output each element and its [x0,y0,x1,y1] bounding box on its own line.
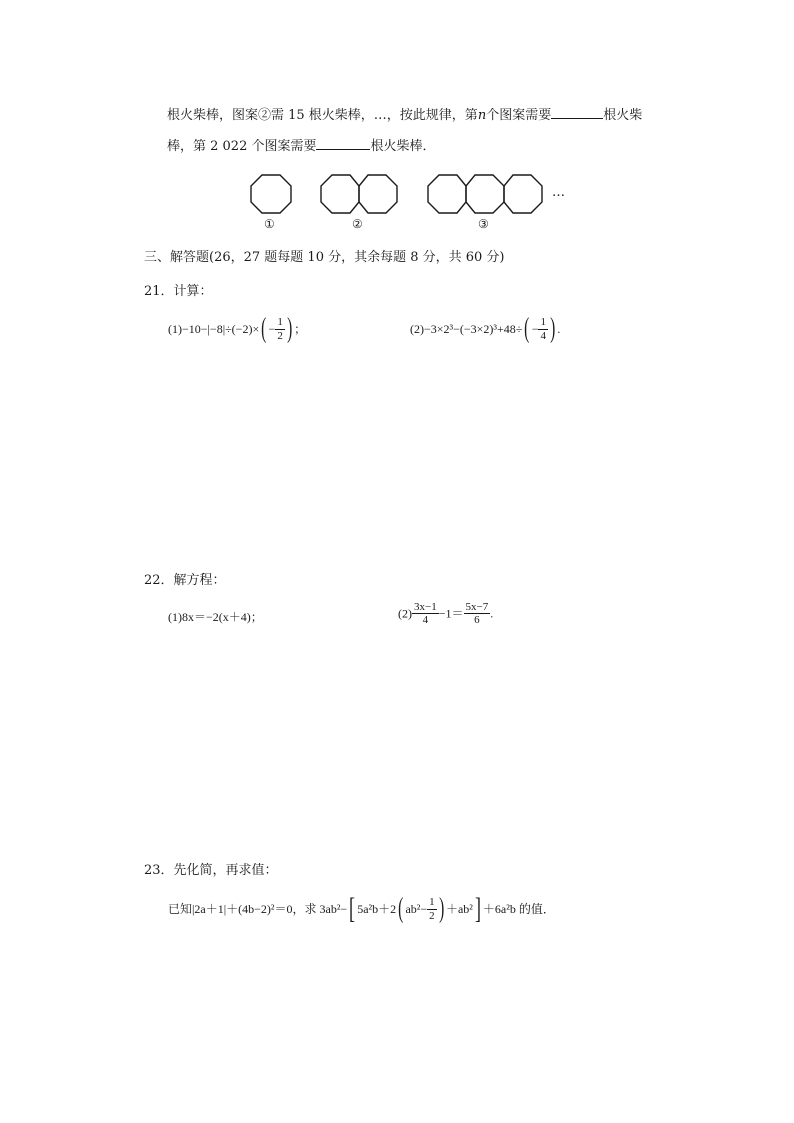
answer-blank-2022-pattern[interactable] [316,137,370,150]
q22-part2-numerator-left: 3x−1 [414,601,437,613]
q23-fraction [427,896,437,921]
q22-part2-denominator-left: 4 [422,614,429,627]
q22-part2-numerator-right: 5x−7 [465,601,489,613]
q23-inner2: ab²− [405,902,428,916]
q23-right-paren: ) [438,893,444,924]
answer-blank-nth-pattern[interactable] [551,106,603,119]
q21-part1-right-paren: ) [286,313,293,344]
q21-part2-numerator: 1 [540,316,546,329]
octagon-figure-1 [250,174,292,214]
q23-right-bracket: ] [474,892,481,925]
q23-expression [168,894,555,924]
q21-title: 21．计算： [144,284,213,299]
q21-part1 [168,315,306,343]
q22-part2-label: (2) [398,606,412,621]
figure-label-3: ③ [478,217,489,231]
q22-part2-end: . [490,606,494,621]
q21-part2-denominator: 4 [540,329,546,342]
problem20-line1-text-b: 个图案需要 [486,108,552,123]
q21-part1-numerator: 1 [277,316,283,329]
q21-part2-left-paren: ( [524,313,530,344]
q23-inner1: 5a²b＋2 [357,902,397,916]
problem20-line1-text-a: 根火柴棒，图案②需 15 根火柴棒，…，按此规律，第 [167,108,478,123]
q22-part2 [398,601,493,626]
q22-part2-fraction-right [464,601,494,627]
problem20-line1-text-c: 根火柴 [603,108,643,123]
q21-part2-sign: − [531,322,539,336]
q21-part2 [410,315,560,343]
q22-part2-denominator-right: 6 [474,614,480,627]
q23-given: 已知|2a＋1|＋(4b−2)²＝0，求 3ab²− [168,902,348,916]
q21-part1-fraction [275,316,285,341]
section3-title: 三、解答题(26，27 题每题 10 分，其余每题 8 分，共 60 分) [144,250,505,265]
q21-part2-suffix: . [557,322,561,336]
q23-left-bracket: [ [349,892,356,925]
q23-title: 23．先化简，再求值： [144,863,278,878]
q23-inner3: ＋ab² [445,902,473,916]
q21-part1-sign: − [268,322,276,336]
q22-part2-middle: −1＝ [438,606,464,621]
problem20-line2 [167,137,436,153]
problem20-line2-text-a: 棒，第 2 022 个图案需要 [167,139,317,154]
octagon-figure-2 [320,174,398,214]
q23-tail: ＋6a²b 的值． [482,902,555,916]
q21-part1-prefix: (1)−10−|−8|÷(−2)× [168,322,260,336]
problem20-line2-text-b: 根火柴棒． [370,139,436,154]
q23-denominator: 2 [429,909,435,922]
octagon-figure-3 [427,174,543,214]
q22-part1: (1)8x＝−2(x＋4)； [168,610,263,624]
q23-left-paren: ( [398,893,404,924]
q22-part2-fraction-left [412,601,439,626]
q21-part1-denominator: 2 [277,329,283,342]
figure-label-1: ① [264,217,275,231]
figure-label-2: ② [352,217,363,231]
q21-part2-prefix: (2)−3×2³−(−3×2)³+48÷ [410,322,523,336]
figure-ellipsis: … [552,185,565,200]
q21-part2-right-paren: ) [550,313,556,344]
q23-numerator: 1 [429,896,435,909]
q22-title: 22．解方程： [144,573,226,588]
q21-part1-left-paren: ( [261,313,267,344]
q21-part1-suffix: ； [294,322,307,336]
problem20-variable-n: n [477,108,487,123]
problem20-line1 [167,106,642,122]
q21-part2-fraction [538,316,548,341]
